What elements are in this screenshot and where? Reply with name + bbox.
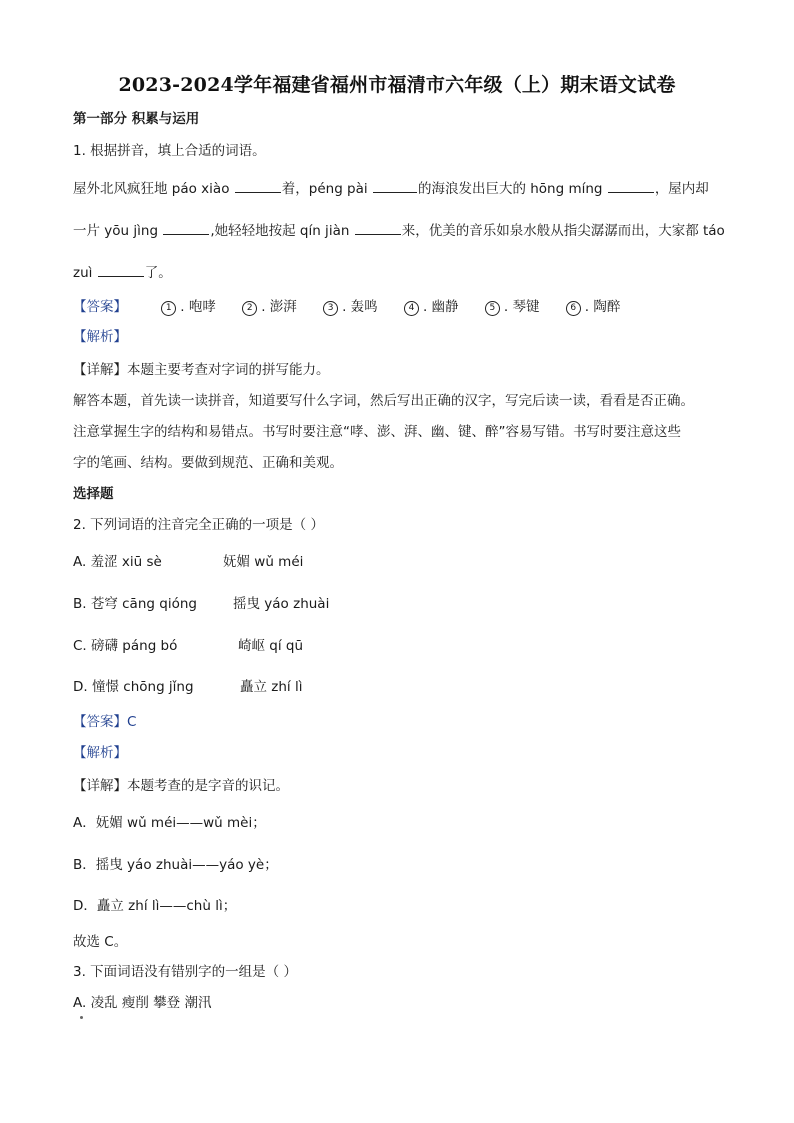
option-word-1: A. 羞涩 xiū sè xyxy=(73,554,162,570)
q2-fix-d: D．矗立 zhí lì——chù lì； xyxy=(73,898,237,914)
q1-line-1-part-d: ，屋内却 xyxy=(654,181,709,197)
circled-number: 5 xyxy=(485,301,500,316)
q1-detail: 【详解】本题主要考查对字词的拼写能力。 xyxy=(73,362,330,378)
answer-text: . 琴键 xyxy=(503,299,540,315)
answer-text: . 轰鸣 xyxy=(342,299,378,315)
answer-item xyxy=(323,298,378,316)
fill-blank-3[interactable] xyxy=(608,179,654,193)
q1-line-3-part-a: zuì xyxy=(73,265,93,281)
q3-stem: 3. 下面词语没有错别字的一组是（ ） xyxy=(73,964,297,980)
part1-heading: 第一部分 积累与运用 xyxy=(73,111,200,127)
q3-option-a: A. 凌乱 瘦削 攀登 潮汛 xyxy=(73,995,212,1011)
q1-paragraph-2: 注意掌握生字的结构和易错点。书写时要注意“哮、澎、湃、幽、键、醉”容易写错。书写时要注意这些 xyxy=(73,424,681,440)
q1-analysis-label: 【解析】 xyxy=(73,329,127,345)
q1-line-2-part-b: ,她轻轻地按起 qín jiàn xyxy=(210,223,350,239)
q1-line-1-part-a: 屋外北风疯狂地 páo xiào xyxy=(73,181,230,197)
q2-analysis-label: 【解析】 xyxy=(73,745,127,761)
option-word-2: 摇曳 yáo zhuài xyxy=(233,596,330,612)
q1-line-1 xyxy=(73,179,709,198)
q2-option-b xyxy=(73,595,329,613)
answer-label: 【答案】 xyxy=(73,299,127,315)
q1-line-1-part-b: 着，péng pài xyxy=(281,181,368,197)
answer-item xyxy=(161,298,216,316)
answer-text: . 幽静 xyxy=(422,299,459,315)
answer-item xyxy=(404,298,459,316)
q2-stem: 2. 下列词语的注音完全正确的一项是（ ） xyxy=(73,517,324,533)
answer-item xyxy=(485,298,540,316)
option-word-1: B. 苍穹 cāng qióng xyxy=(73,596,197,612)
circled-number: 6 xyxy=(566,301,581,316)
q1-stem: 1. 根据拼音，填上合适的词语。 xyxy=(73,143,266,159)
fill-blank-6[interactable] xyxy=(98,263,144,277)
q1-line-2-part-a: 一片 yōu jìng xyxy=(73,223,159,239)
option-word-1: D. 憧憬 chōng jǐng xyxy=(73,679,194,695)
q1-line-2-part-c: 来，优美的音乐如泉水般从指尖潺潺而出，大家都 táo xyxy=(401,223,725,239)
q2-option-a xyxy=(73,553,303,571)
q1-line-2 xyxy=(73,221,725,240)
answer-text: . 澎湃 xyxy=(261,299,297,315)
q1-line-1-part-c: 的海浪发出巨大的 hōng míng xyxy=(417,181,603,197)
answer-text: . 陶醉 xyxy=(584,299,621,315)
circled-number: 2 xyxy=(242,301,257,316)
q2-fix-b: B．摇曳 yáo zhuài——yáo yè； xyxy=(73,857,278,873)
option-word-2: 妩媚 wǔ méi xyxy=(223,554,304,570)
circled-number: 1 xyxy=(161,301,176,316)
option-word-2: 崎岖 qí qū xyxy=(238,638,304,654)
q2-conclusion: 故选 C。 xyxy=(73,934,128,950)
q2-detail: 【详解】本题考查的是字音的识记。 xyxy=(73,778,289,794)
q1-paragraph-1: 解答本题，首先读一读拼音，知道要写什么字词，然后写出正确的汉字，写完后读一读，看看是否正确。 xyxy=(73,393,694,409)
q2-option-c xyxy=(73,637,303,655)
answer-text: . 咆哮 xyxy=(180,299,216,315)
q1-answer-row xyxy=(73,298,642,316)
q1-line-3-part-b: 了。 xyxy=(144,265,172,281)
q2-answer: 【答案】C xyxy=(73,714,137,730)
answer-item xyxy=(566,298,621,316)
circled-number: 3 xyxy=(323,301,338,316)
fill-blank-2[interactable] xyxy=(373,179,417,193)
fill-blank-5[interactable] xyxy=(355,221,401,235)
page-title: 2023-2024学年福建省福州市福清市六年级（上）期末语文试卷 xyxy=(118,74,676,96)
q2-fix-a: A．妩媚 wǔ méi——wǔ mèi； xyxy=(73,815,266,831)
fill-blank-1[interactable] xyxy=(235,179,281,193)
option-word-2: 矗立 zhí lì xyxy=(240,679,303,695)
circled-number: 4 xyxy=(404,301,419,316)
q1-line-3 xyxy=(73,263,172,282)
option-word-1: C. 磅礴 páng bó xyxy=(73,638,178,654)
answer-item xyxy=(242,298,297,316)
section-choice-heading: 选择题 xyxy=(73,486,114,502)
stray-mark xyxy=(80,1016,83,1019)
q1-paragraph-3: 字的笔画、结构。要做到规范、正确和美观。 xyxy=(73,455,343,471)
q2-option-d xyxy=(73,678,302,696)
fill-blank-4[interactable] xyxy=(163,221,209,235)
